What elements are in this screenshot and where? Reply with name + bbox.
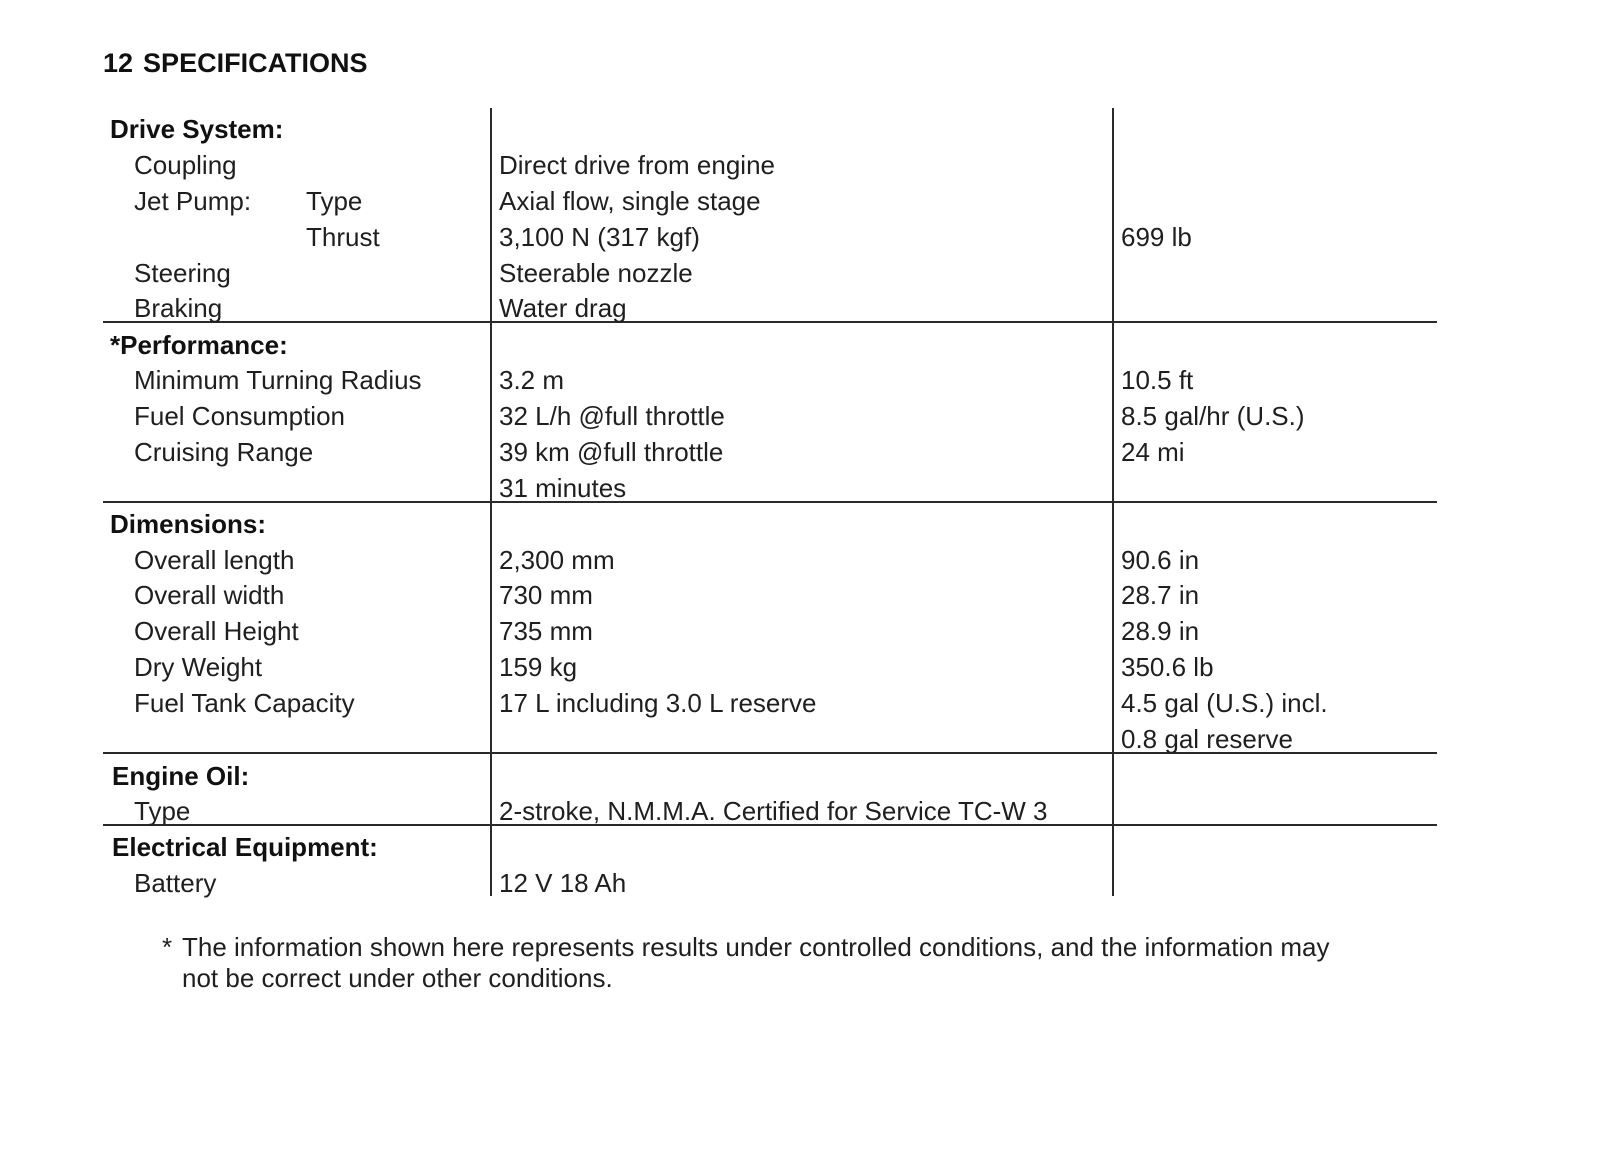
page-number: 12 [103, 48, 134, 78]
spec-value-fuel-consumption: 32 L/h @full throttle [499, 401, 725, 431]
spec-imperial-width: 28.7 in [1121, 580, 1200, 610]
spec-value-coupling: Direct drive from engine [499, 150, 775, 180]
spec-label-fuel-consumption: Fuel Consumption [134, 401, 345, 431]
spec-label-jet-pump: Jet Pump: [134, 186, 252, 216]
spec-sublabel-thrust: Thrust [306, 222, 380, 252]
spec-label-fuel-tank: Fuel Tank Capacity [134, 688, 355, 718]
spec-value-oil-type: 2-stroke, N.M.M.A. Certified for Service TC-W 3 [499, 796, 1048, 826]
spec-value-fuel-tank: 17 L including 3.0 L reserve [499, 688, 817, 718]
page-title [103, 48, 368, 79]
spec-label-battery: Battery [134, 868, 217, 898]
spec-label-oil-type: Type [134, 796, 191, 826]
spec-imperial-height: 28.9 in [1121, 616, 1200, 646]
spec-imperial-fuel-consumption: 8.5 gal/hr (U.S.) [1121, 401, 1305, 431]
spec-value-braking: Water drag [499, 293, 627, 323]
section-heading-dimensions: Dimensions: [110, 509, 267, 539]
spec-value-cruising-time: 31 minutes [499, 473, 627, 503]
section-heading-engine-oil: Engine Oil: [112, 761, 250, 791]
spec-label-turning-radius: Minimum Turning Radius [134, 365, 422, 395]
spec-label-braking: Braking [134, 293, 223, 323]
section-heading-electrical: Electrical Equipment: [112, 832, 378, 862]
spec-sublabel-type: Type [306, 186, 363, 216]
row-divider [103, 501, 1437, 503]
spec-value-dry-weight: 159 kg [499, 652, 578, 682]
spec-label-length: Overall length [134, 545, 295, 575]
spec-value-battery: 12 V 18 Ah [499, 868, 627, 898]
footnote-line-2: not be correct under other conditions. [182, 963, 613, 993]
spec-imperial-dry-weight: 350.6 lb [1121, 652, 1214, 682]
footnote-marker: * [162, 932, 173, 962]
footnote-line-1: The information shown here represents results under controlled conditions, and the information may [182, 932, 1330, 962]
spec-imperial-length: 90.6 in [1121, 545, 1200, 575]
spec-value-thrust: 3,100 N (317 kgf) [499, 222, 700, 252]
section-heading-drive-system: Drive System: [110, 114, 284, 144]
row-divider [103, 321, 1437, 323]
spec-label-dry-weight: Dry Weight [134, 652, 263, 682]
spec-value-width: 730 mm [499, 580, 593, 610]
spec-imperial-cruising-range: 24 mi [1121, 437, 1185, 467]
spec-value-cruising-range: 39 km @full throttle [499, 437, 724, 467]
spec-label-width: Overall width [134, 580, 285, 610]
spec-value-turning-radius: 3.2 m [499, 365, 565, 395]
spec-imperial-turning-radius: 10.5 ft [1121, 365, 1194, 395]
section-heading-performance: *Performance: [110, 330, 288, 360]
section-title: SPECIFICATIONS [143, 48, 368, 78]
spec-imperial-thrust: 699 lb [1121, 222, 1192, 252]
spec-value-steering: Steerable nozzle [499, 258, 693, 288]
spec-imperial-fuel-reserve: 0.8 gal reserve [1121, 724, 1293, 754]
spec-label-coupling: Coupling [134, 150, 237, 180]
spec-imperial-fuel-tank: 4.5 gal (U.S.) incl. [1121, 688, 1328, 718]
spec-value-length: 2,300 mm [499, 545, 615, 575]
spec-label-steering: Steering [134, 258, 231, 288]
spec-label-cruising-range: Cruising Range [134, 437, 314, 467]
spec-value-pump-type: Axial flow, single stage [499, 186, 761, 216]
spec-label-height: Overall Height [134, 616, 299, 646]
spec-value-height: 735 mm [499, 616, 593, 646]
